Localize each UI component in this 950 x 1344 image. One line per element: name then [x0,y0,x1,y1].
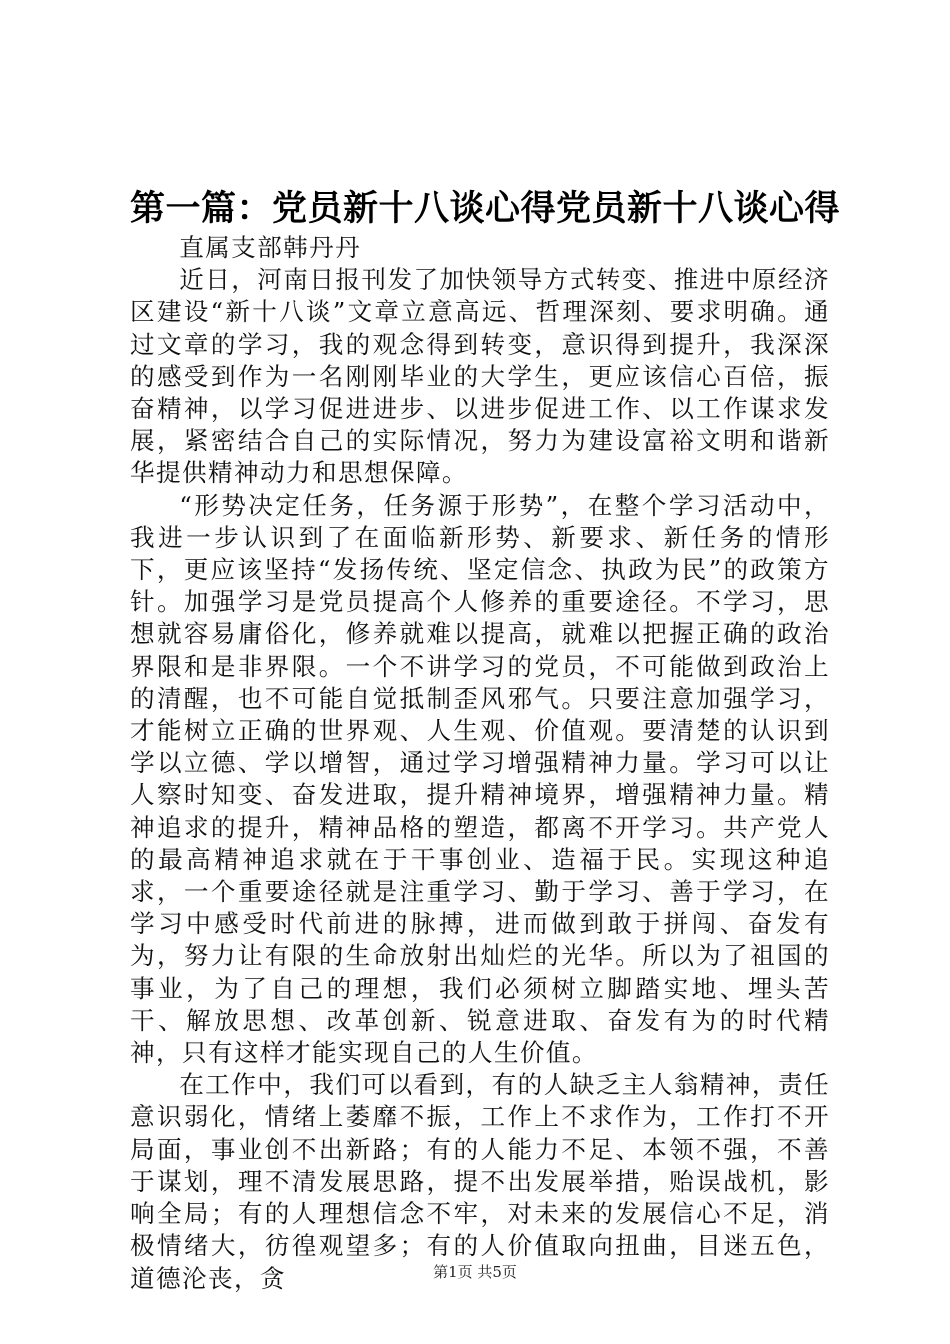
document-title: 第一篇：党员新十八谈心得党员新十八谈心得 [130,189,841,229]
body-paragraph: “形势决定任务，任务源于形势”，在整个学习活动中，我进一步认识到了在面临新形势、新要求、新任务的情形下，更应该坚持“发扬传统、坚定信念、执政为民”的政策方针。加强学习是党员提高个人修养的重要途径。不学习，思想就容易庸俗化，修养就难以提高，就难以把握正确的政治界限和是非界限。一个不讲学习的党员，不可能做到政治上的清醒，也不可能自觉抵制歪风邪气。只要注意加强学习，才能树立正确的世界观、人生观、价值观。要清楚的认识到学以立德、学以增智，通过学习增强精神力量。学习可以让人察时知变、奋发进取，提升精神境界，增强精神力量。精神追求的提升，精神品格的塑造，都离不开学习。共产党人的最高精神追求就在于干事创业、造福于民。实现这种追求，一个重要途径就是注重学习、勤于学习、善于学习，在学习中感受时代前进的脉搏，进而做到敢于拼闯、奋发有为，努力让有限的生命放射出灿烂的光华。所以为了祖国的事业，为了自己的理想，我们必须树立脚踏实地、埋头苦干、解放思想、改革创新、锐意进取、奋发有为的时代精神，只有这样才能实现自己的人生价值。 [130,490,830,1068]
author-line: 直属支部韩丹丹 [179,233,362,262]
body-paragraph: 在工作中，我们可以看到，有的人缺乏主人翁精神，责任意识弱化，情绪上萎靡不振，工作上不求作为，工作打不开局面，事业创不出新路；有的人能力不足、本领不强，不善于谋划，理不清发展思路，提不出发展举措，贻误战机，影响全局；有的人理想信念不牢，对未来的发展信心不足，消极情绪大，彷徨观望多；有的人价值取向扭曲，目迷五色，道德沦丧，贪 [130,1070,830,1293]
page-number-footer: 第1页 共5页 [433,1263,517,1281]
document-body [130,232,830,1295]
body-paragraph: 近日，河南日报刊发了加快领导方式转变、推进中原经济区建设“新十八谈”文章立意高远、哲理深刻、要求明确。通过文章的学习，我的观念得到转变，意识得到提升，我深深的感受到作为一名刚刚毕业的大学生，更应该信心百倍，振奋精神，以学习促进进步、以进步促进工作、以工作谋求发展，紧密结合自己的实际情况，努力为建设富裕文明和谐新华提供精神动力和思想保障。 [130,265,830,488]
